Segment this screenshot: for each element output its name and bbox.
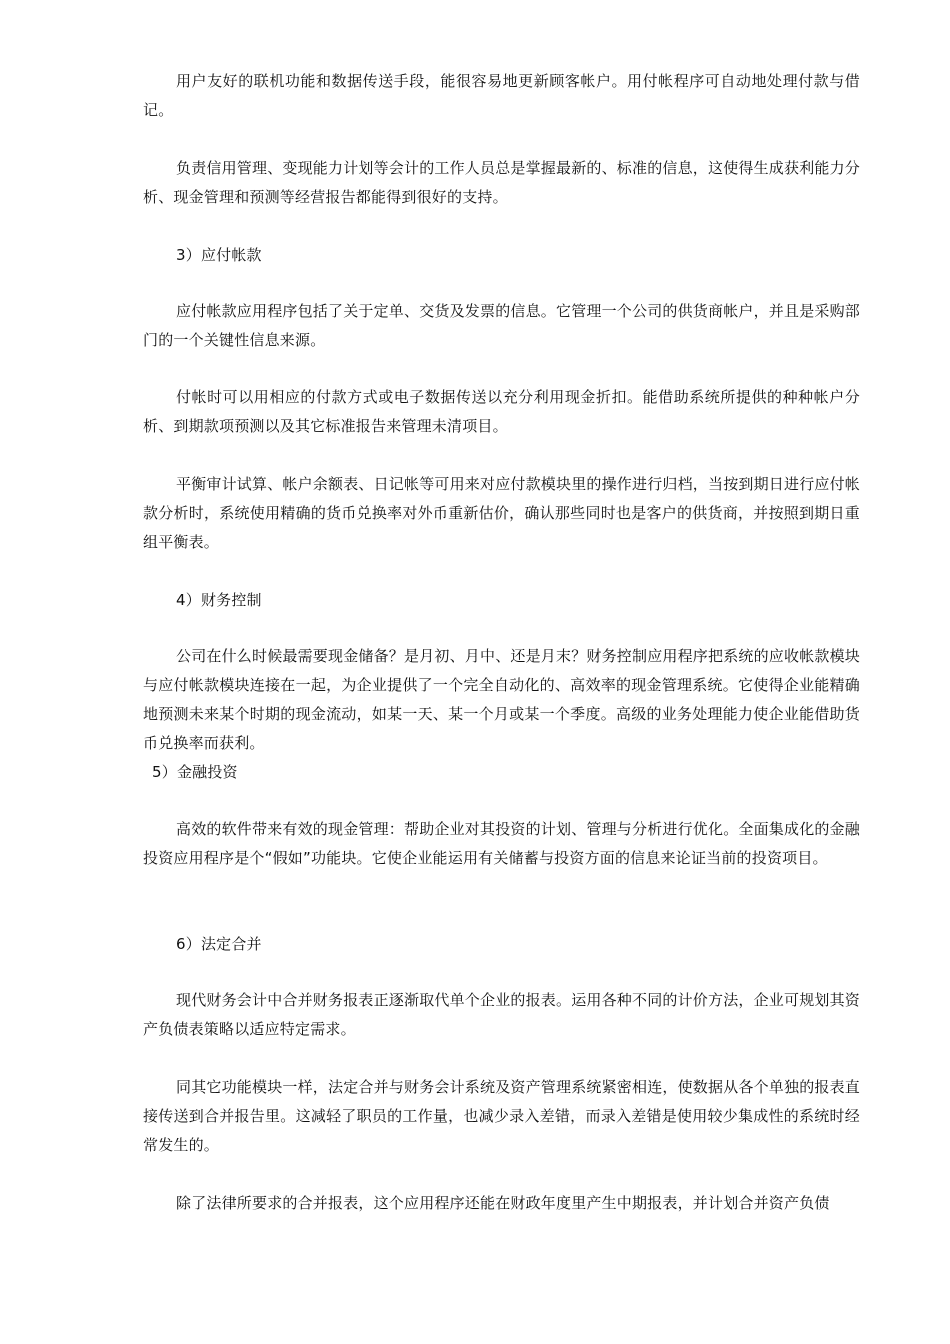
paragraph-investment-software: 高效的软件带来有效的现金管理：帮助企业对其投资的计划、管理与分析进行优化。全面集成化的金融投资应用程序是个“假如”功能块。它使企业能运用有关储蓄与投资方面的信息来论证当前的投资项目。	[143, 820, 861, 867]
paragraph-payment-discount: 付帐时可以用相应的付款方式或电子数据传送以充分利用现金折扣。能借助系统所提供的种种帐户分析、到期款项预测以及其它标准报告来管理未清项目。	[143, 388, 860, 435]
paragraph-cash-reserve: 公司在什么时候最需要现金储备？是月初、月中、还是月末？财务控制应用程序把系统的应收帐款模块与应付帐款模块连接在一起，为企业提供了一个完全自动化的、高效率的现金管理系统。它使得企业能精确地预测未来某个时期的现金流动，如某一天、某一个月或某一个季度。高级的业务处理能力使企业能借助货币兑换率而获利。	[143, 647, 861, 752]
paragraph-credit-management: 负责信用管理、变现能力计划等会计的工作人员总是掌握最新的、标准的信息，这使得生成获利能力分析、现金管理和预测等经营报告都能得到很好的支持。	[143, 159, 861, 206]
paragraph-interim-reports: 除了法律所要求的合并报表，这个应用程序还能在财政年度里产生中期报表，并计划合并资产负债	[176, 1194, 830, 1212]
paragraph-customer-accounts: 用户友好的联机功能和数据传送手段，能很容易地更新顾客帐户。用付帐程序可自动地处理付款与借记。	[143, 72, 860, 119]
paragraph-payables-overview: 应付帐款应用程序包括了关于定单、交货及发票的信息。它管理一个公司的供货商帐户，并且是采购部门的一个关键性信息来源。	[143, 302, 861, 349]
heading-financial-control: 4）财务控制	[176, 591, 262, 609]
heading-accounts-payable: 3）应付帐款	[176, 246, 262, 264]
paragraph-integration: 同其它功能模块一样，法定合并与财务会计系统及资产管理系统紧密相连，使数据从各个单独的报表直接传送到合并报告里。这减轻了职员的工作量，也减少录入差错，而录入差错是使用较少集成性的系统时经常发生的。	[143, 1078, 861, 1154]
heading-legal-consolidation: 6）法定合并	[176, 935, 262, 953]
paragraph-audit-balance: 平衡审计试算、帐户余额表、日记帐等可用来对应付款模块里的操作进行归档，当按到期日进行应付帐款分析时，系统使用精确的货币兑换率对外币重新估价，确认那些同时也是客户的供货商，并按照到期日重组平衡表。	[143, 475, 861, 551]
heading-financial-investment: 5）金融投资	[152, 763, 238, 781]
paragraph-consolidated-statements: 现代财务会计中合并财务报表正逐渐取代单个企业的报表。运用各种不同的计价方法，企业可规划其资产负债表策略以适应特定需求。	[143, 991, 861, 1038]
